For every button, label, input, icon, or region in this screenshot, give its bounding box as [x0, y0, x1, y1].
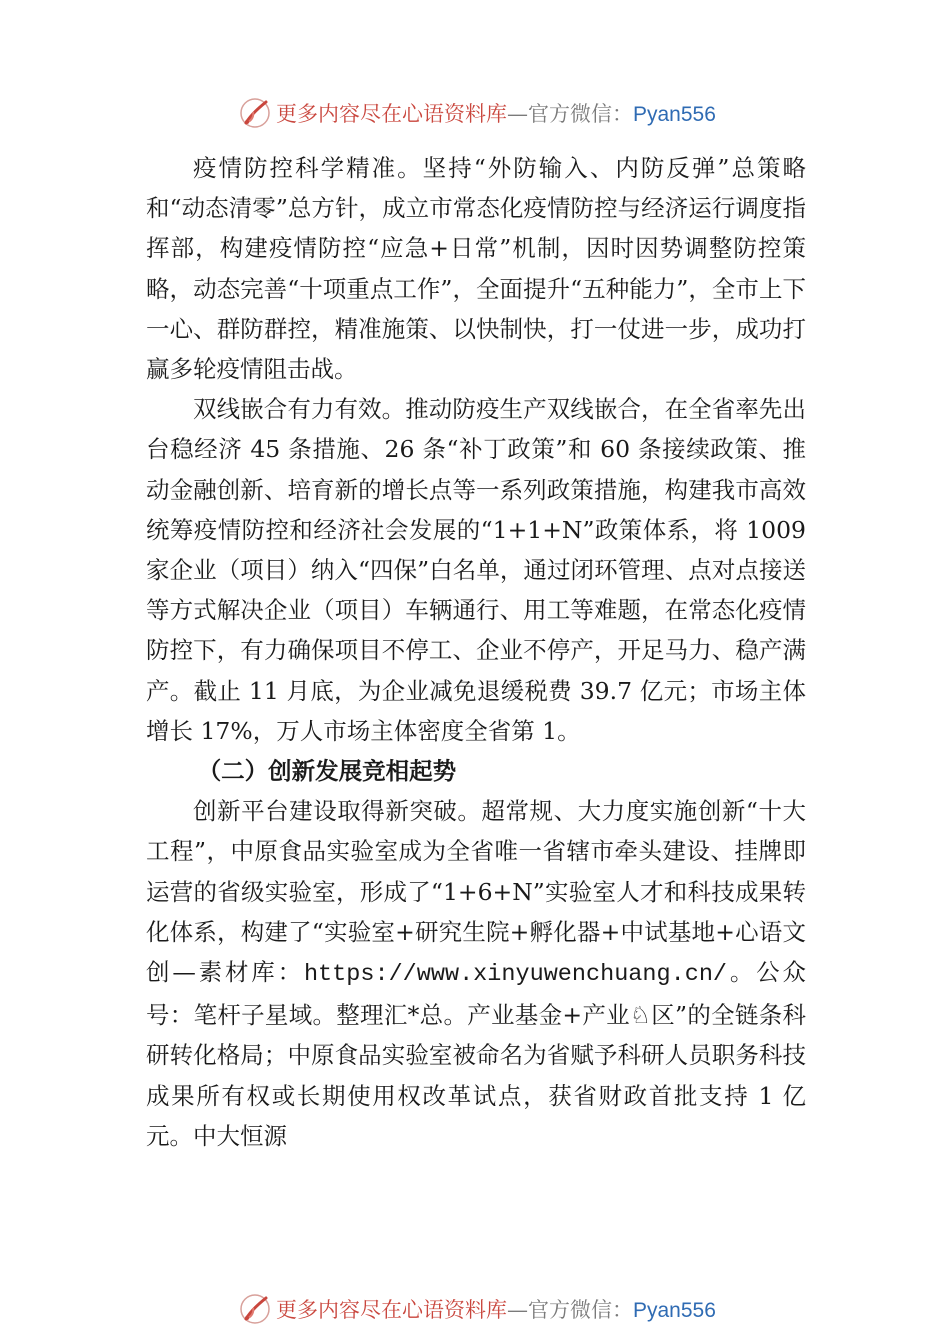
paragraph-3: 创新平台建设取得新突破。超常规、大力度实施创新“十大工程”，中原食品实验室成为全省唯一省辖市牵头建设、挂牌即运营的省级实验室，形成了“1+6+N”实验室人才和科技成果转化体系，构建了“实验室+研究生院+孵化器+中试基地+心语文创—素材库：https://www.xinyuwenchuang.cn/。公众号：笔杆子星域。整理汇*总。产业基金+产业♘区”的全链条科研转化格局；中原食品实验室被命名为省赋予科研人员职务科技成果所有权或长期使用权改革试点，获省财政首批支持 1 亿元。中大恒源 [146, 797, 807, 1150]
paragraph-2: 双线嵌合有力有效。推动防疫生产双线嵌合，在全省率先出台稳经济 45 条措施、26 条“补丁政策”和 60 条接续政策、推动金融创新、培育新的增长点等一系列政策措施，构建我市高效统筹疫情防控和经济社会发展的“1+1+N”政策体系，将 1009 家企业（项目）纳入“四保”白名单，通过闭环管理、点对点接送等方式解决企业（项目）车辆通行、用工等难题，在常态化疫情防控下，有力确保项目不停工、企业不停产，开足马力、稳产满产。截止 11 月底，为企业减免退缓税费 39.7 亿元；市场主体增长 17%，万人市场主体密度全省第 1。 [146, 395, 806, 745]
brush-logo-icon [238, 1292, 272, 1326]
header-banner [238, 96, 758, 130]
paragraph-1: 疫情防控科学精准。坚持“外防输入、内防反弹”总策略和“动态清零”总方针，成立市常态化疫情防控与经济运行调度指挥部，构建疫情防控“应急+日常”机制，因时因势调整防控策略，动态完善“十项重点工作”，全面提升“五种能力”，全市上下一心、群防群控，精准施策、以快制快，打一仗进一步，成功打赢多轮疫情阻击战。 [146, 154, 806, 384]
document-body [146, 148, 806, 1156]
brush-logo-icon [238, 96, 272, 130]
footer-banner [238, 1292, 758, 1326]
section-heading: （二）创新发展竞相起势 [197, 757, 457, 786]
banner-text: 更多内容尽在心语资料库—官方微信：Pyan556 [276, 102, 716, 126]
url-text: https://www.xinyuwenchuang.cn/ [303, 961, 728, 989]
banner-text: 更多内容尽在心语资料库—官方微信：Pyan556 [276, 1298, 716, 1322]
